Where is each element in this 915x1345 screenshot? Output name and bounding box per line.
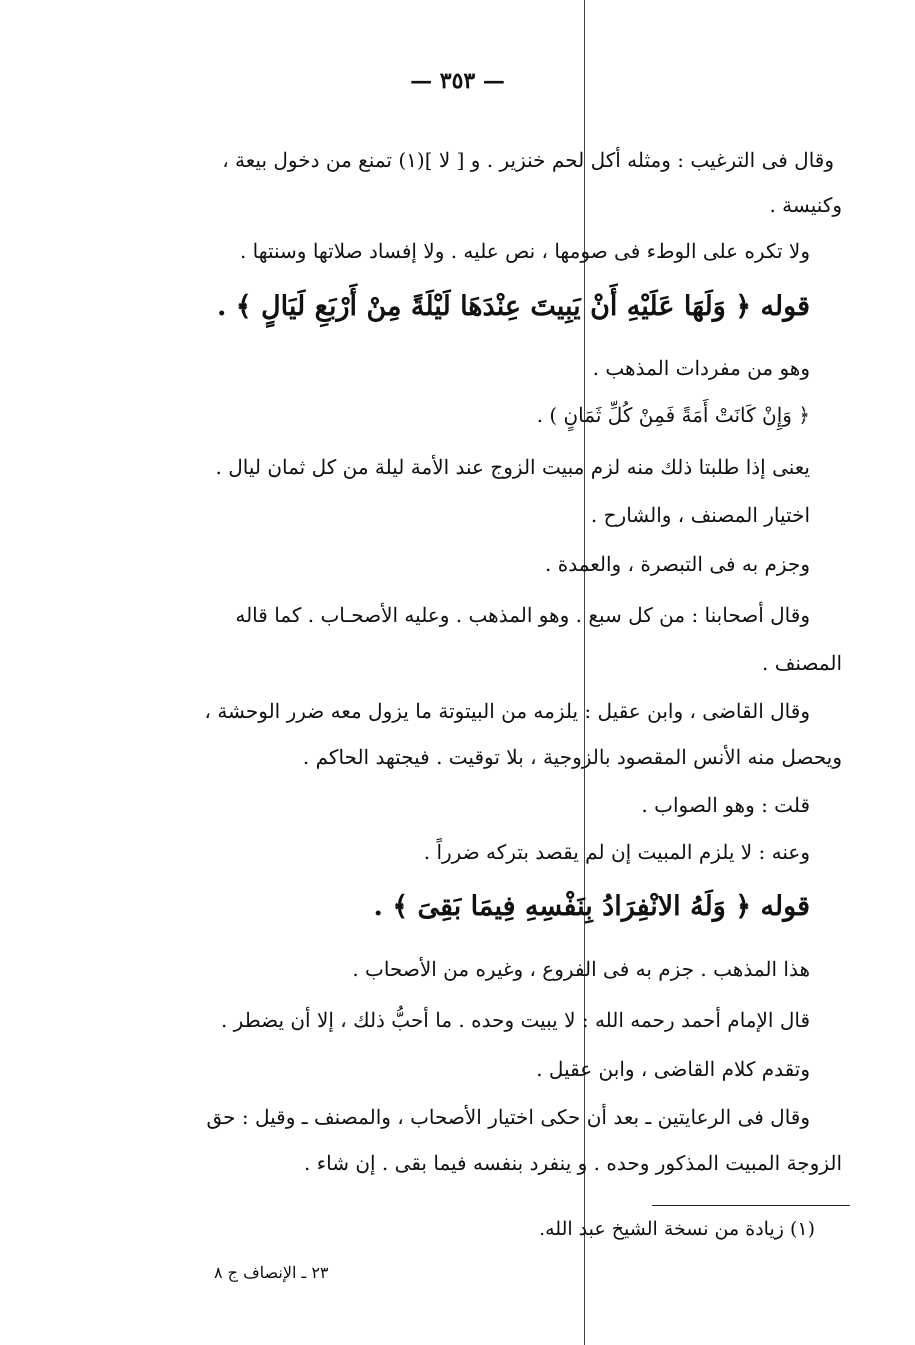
text-line: وهو من مفردات المذهب . <box>592 356 810 380</box>
text-line: وعنه : لا يلزم المبيت إن لم يقصد بتركه ضرراً . <box>423 840 810 864</box>
text-line: وقال القاضى ، وابن عقيل : يلزمه من البيتوتة ما يزول معه ضرر الوحشة ، <box>204 699 810 723</box>
text-line: المصنف . <box>761 651 842 675</box>
text-line: يعنى إذا طلبتا ذلك منه لزم مبيت الزوج عند الأمة ليلة من كل ثمان ليال . <box>215 455 810 479</box>
heading-line: قوله ﴿ وَلَهَا عَلَيْهِ أَنْ يَبِيتَ عِنْدَهَا لَيْلَةً مِنْ أَرْبَعِ لَيَالٍ ﴾ . <box>217 291 810 322</box>
footnote: (١) زيادة من نسخة الشيخ عبد الله. <box>539 1218 815 1240</box>
text-line: وقال أصحابنا : من كل سبع . وهو المذهب . وعليه الأصحـاب . كما قاله <box>235 603 810 627</box>
text-line: هذا المذهب . جزم به فى الفروع ، وغيره من الأصحاب . <box>352 957 810 981</box>
heading-line: قوله ﴿ وَلَهُ الانْفِرَادُ بِنَفْسِهِ فِيمَا بَقِىَ ﴾ . <box>373 891 810 922</box>
signature-mark: ٢٣ ـ الإنصاف ج ٨ <box>214 1263 329 1282</box>
text-line: ولا تكره على الوطء فى صومها ، نص عليه . ولا إفساد صلاتها وسنتها . <box>239 239 810 263</box>
text-line: وقال فى الرعايتين ـ بعد أن حكى اختيار الأصحاب ، والمصنف ـ وقيل : حق <box>206 1105 810 1129</box>
text-line: قال الإمام أحمد رحمه الله : لا يبيت وحده . ما أحبُّ ذلك ، إلا أن يضطر . <box>220 1008 810 1032</box>
page-number: — ٣٥٣ — <box>410 68 505 94</box>
text-line: وتقدم كلام القاضى ، وابن عقيل . <box>536 1057 810 1081</box>
text-line: ﴿ وَإِنْ كَانَتْ أَمَةً فَمِنْ كُلِّ ثَمَانٍ ) . <box>536 403 810 427</box>
text-line: وقال فى الترغيب : ومثله أكل لحم خنزير . و [ لا ](١) تمنع من دخول بيعة ، <box>222 148 834 172</box>
text-line: اختيار المصنف ، والشارح . <box>590 503 810 527</box>
footnote-rule <box>652 1205 850 1206</box>
text-line: وجزم به فى التبصرة ، والعمدة . <box>545 552 810 576</box>
text-line: الزوجة المبيت المذكور وحده . و ينفرد بنفسه فيما بقى . إن شاء . <box>304 1151 842 1175</box>
text-line: وكنيسة . <box>769 193 842 217</box>
text-line: قلت : وهو الصواب . <box>641 793 810 817</box>
text-line: ويحصل منه الأنس المقصود بالزوجية ، بلا توقيت . فيجتهد الحاكم . <box>302 745 842 769</box>
